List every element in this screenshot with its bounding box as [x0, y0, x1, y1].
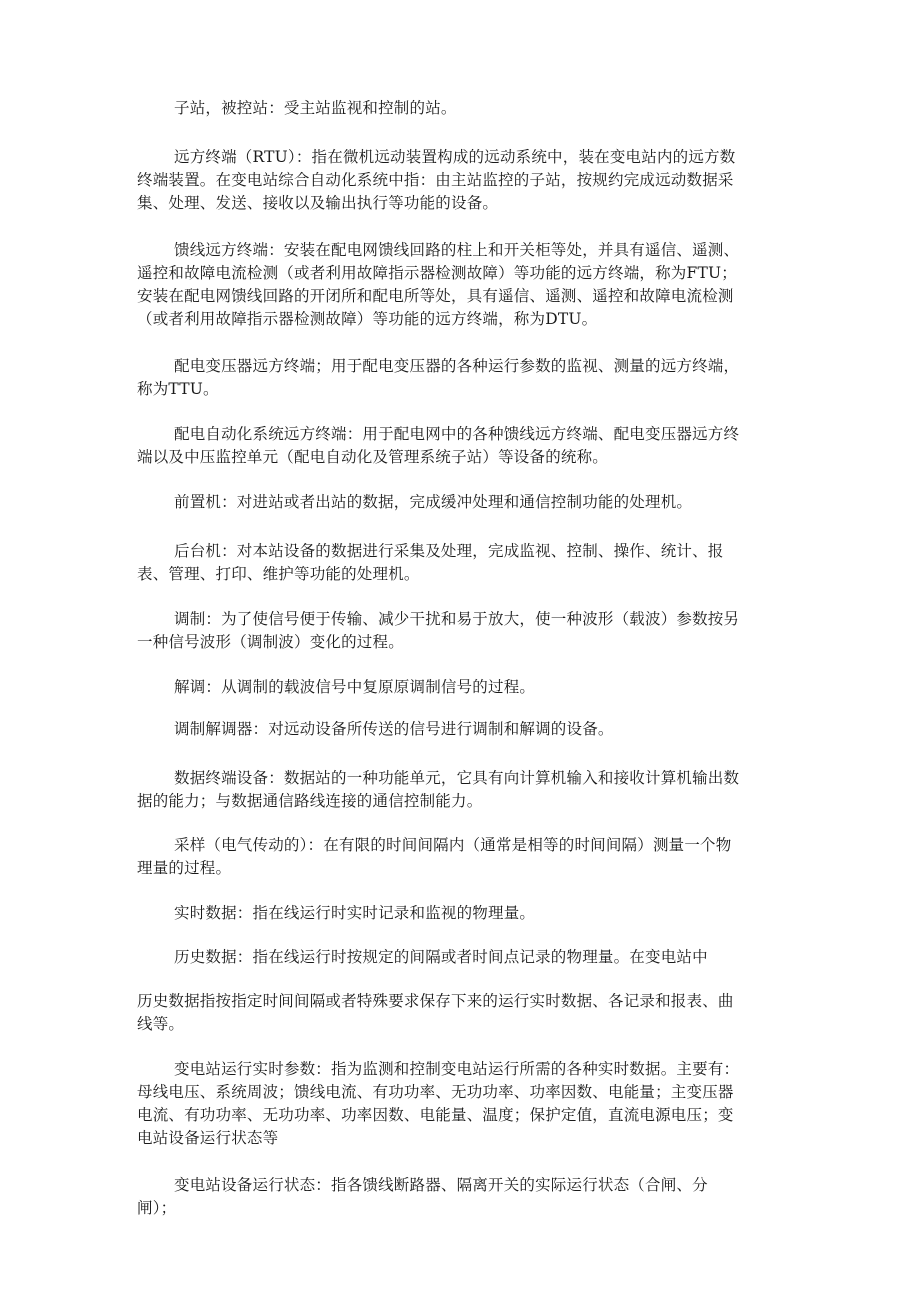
text-line: 电流、有功功率、无功功率、功率因数、电能量、温度；保护定值，直流电源电压；变	[137, 1106, 734, 1124]
text-line: 子站，被控站：受主站监视和控制的站。	[174, 99, 457, 117]
text-line: 实时数据：指在线运行时实时记录和监视的物理量。	[174, 904, 536, 922]
paragraph-front-end-processor-definition	[137, 491, 797, 514]
text-line: 母线电压、系统周波；馈线电流、有功功率、无功功率、功率因数、电能量；主变压器	[137, 1083, 734, 1101]
paragraph-historical-data-definition	[137, 946, 797, 969]
paragraph-sampling-definition	[137, 834, 797, 880]
text-line: 端以及中压监控单元（配电自动化及管理系统子站）等设备的统称。	[137, 448, 609, 466]
text-line: 配电变压器远方终端；用于配电变压器的各种运行参数的监视、测量的远方终端，	[174, 357, 740, 375]
paragraph-substation-parameters-definition	[137, 1058, 797, 1150]
text-line: 后台机：对本站设备的数据进行采集及处理，完成监视、控制、操作、统计、报	[174, 542, 724, 560]
text-line: 采样（电气传动的）：在有限的时间间隔内（通常是相等的时间间隔）测量一个物	[174, 836, 732, 854]
paragraph-substation-definition	[137, 97, 797, 120]
paragraph-equipment-status-definition	[137, 1174, 797, 1220]
paragraph-ttu-definition	[137, 355, 797, 401]
text-line: 安装在配电网馈线回路的开闭所和配电所等处，具有遥信、遥测、遥控和故障电流检测	[137, 287, 734, 305]
text-line: 集、处理、发送、接收以及输出执行等功能的设备。	[137, 194, 499, 212]
text-line: 调制：为了使信号便于传输、减少干扰和易于放大，使一种波形（载波）参数按另	[174, 610, 740, 628]
text-line: 历史数据：指在线运行时按规定的间隔或者时间点记录的物理量。在变电站中	[174, 948, 708, 966]
paragraph-ftu-dtu-definition	[137, 239, 797, 331]
paragraph-back-end-computer-definition	[137, 540, 797, 586]
paragraph-modulation-definition	[137, 608, 797, 654]
text-line: 线等。	[137, 1015, 185, 1033]
paragraph-dte-definition	[137, 767, 797, 813]
text-line: （或者利用故障指示器检测故障）等功能的远方终端，称为DTU。	[137, 310, 598, 328]
text-line: 变电站运行实时参数：指为监测和控制变电站运行所需的各种实时数据。主要有：	[174, 1060, 740, 1078]
text-line: 终端装置。在变电站综合自动化系统中指：由主站监控的子站，按规约完成远动数据采	[137, 171, 734, 189]
text-line: 据的能力；与数据通信路线连接的通信控制能力。	[137, 792, 483, 810]
text-line: 调制解调器：对远动设备所传送的信号进行调制和解调的设备。	[174, 720, 614, 738]
text-line: 遥控和故障电流检测（或者利用故障指示器检测故障）等功能的远方终端，称为FTU；	[137, 264, 737, 282]
text-line: 变电站设备运行状态：指各馈线断路器、隔离开关的实际运行状态（合闸、分	[174, 1176, 708, 1194]
paragraph-demodulation-definition	[137, 676, 797, 699]
text-line: 称为TTU。	[137, 380, 219, 398]
text-line: 配电自动化系统远方终端：用于配电网中的各种馈线远方终端、配电变压器远方终	[174, 425, 740, 443]
paragraph-real-time-data-definition	[137, 902, 797, 925]
text-line: 解调：从调制的载波信号中复原原调制信号的过程。	[174, 678, 536, 696]
paragraph-historical-data-continued	[137, 990, 797, 1036]
text-line: 馈线远方终端：安装在配电网馈线回路的柱上和开关柜等处，并具有遥信、遥测、	[174, 241, 740, 259]
text-line: 远方终端（RTU）：指在微机远动装置构成的远动系统中，装在变电站内的远方数	[174, 148, 736, 166]
text-line: 一种信号波形（调制波）变化的过程。	[137, 633, 404, 651]
text-line: 理量的过程。	[137, 859, 232, 877]
text-line: 表、管理、打印、维护等功能的处理机。	[137, 565, 420, 583]
paragraph-modem-definition	[137, 718, 797, 741]
text-line: 电站设备运行状态等	[137, 1129, 279, 1147]
paragraph-distribution-terminal-definition	[137, 423, 797, 469]
text-line: 数据终端设备：数据站的一种功能单元，它具有向计算机输入和接收计算机输出数	[174, 769, 740, 787]
paragraph-rtu-definition	[137, 146, 797, 215]
text-line: 闸）；	[137, 1199, 177, 1217]
text-line: 历史数据指按指定时间间隔或者特殊要求保存下来的运行实时数据、各记录和报表、曲	[137, 992, 734, 1010]
text-line: 前置机：对进站或者出站的数据，完成缓冲处理和通信控制功能的处理机。	[174, 493, 693, 511]
